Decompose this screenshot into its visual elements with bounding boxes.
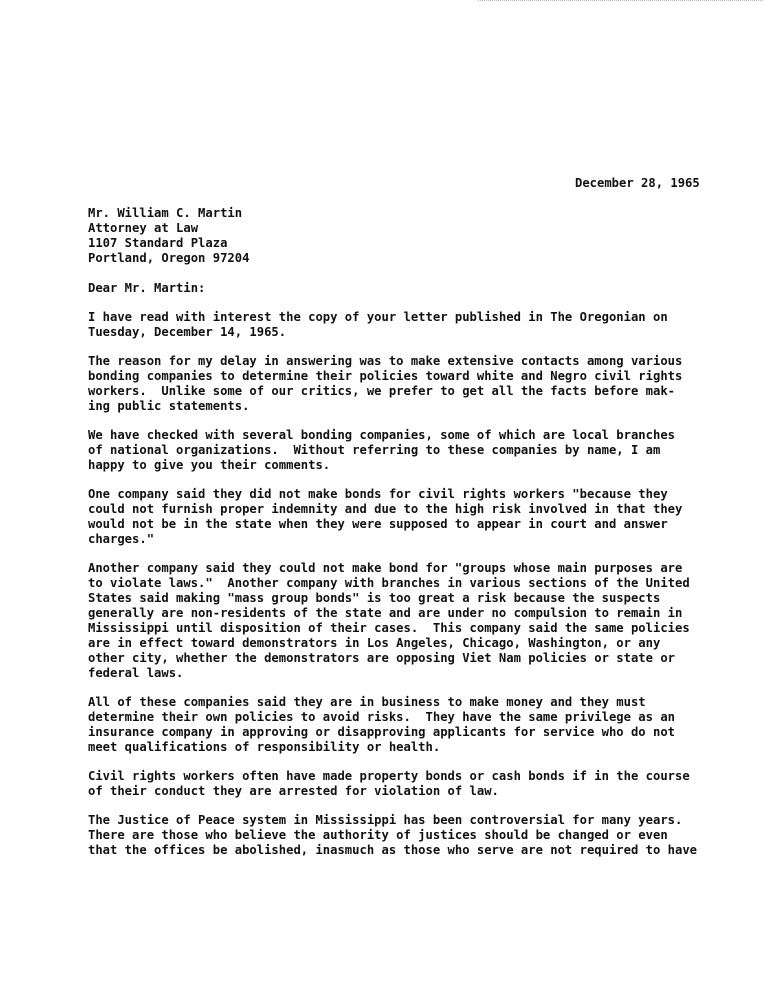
recipient-address-block	[88, 206, 249, 266]
paragraph-line: There are those who believe the authority of justices should be changed or even	[88, 828, 668, 842]
paragraph-line: could not furnish proper indemnity and due to the high risk involved in that they	[88, 502, 683, 516]
paragraph-line: would not be in the state when they were supposed to appear in court and answer	[88, 517, 668, 531]
paragraph-line: We have checked with several bonding companies, some of which are local branches	[88, 428, 675, 442]
paragraph-line: of national organizations. Without referring to these companies by name, I am	[88, 443, 661, 457]
recipient-street: 1107 Standard Plaza	[88, 236, 228, 250]
paragraph-line: Tuesday, December 14, 1965.	[88, 325, 287, 339]
paragraph-line: The Justice of Peace system in Mississippi has been controversial for many years.	[88, 813, 683, 827]
body-paragraph	[88, 813, 718, 858]
recipient-city: Portland, Oregon 97204	[88, 251, 250, 265]
paragraph-line: workers. Unlike some of our critics, we prefer to get all the facts before mak-	[88, 384, 675, 398]
letter-body	[88, 310, 718, 872]
paragraph-line: charges."	[88, 532, 155, 546]
paragraph-line: The reason for my delay in answering was to make extensive contacts among various	[88, 354, 683, 368]
paragraph-line: I have read with interest the copy of your letter published in The Oregonian on	[88, 310, 668, 324]
recipient-name: Mr. William C. Martin	[88, 206, 243, 220]
paragraph-line: One company said they did not make bonds for civil rights workers "because they	[88, 487, 668, 501]
body-paragraph	[88, 487, 718, 547]
paragraph-line: Another company said they could not make bond for "groups whose main purposes are	[88, 561, 683, 575]
paragraph-line: generally are non-residents of the state and are under no compulsion to remain in	[88, 606, 683, 620]
paragraph-line: that the offices be abolished, inasmuch as those who serve are not required to have	[88, 843, 698, 857]
paragraph-line: of their conduct they are arrested for violation of law.	[88, 784, 499, 798]
paragraph-line: insurance company in approving or disapproving applicants for service who do not	[88, 725, 675, 739]
body-paragraph	[88, 561, 718, 681]
paragraph-line: to violate laws." Another company with branches in various sections of the United	[88, 576, 690, 590]
letter-date: December 28, 1965	[575, 176, 700, 190]
paragraph-line: meet qualifications of responsibility or health.	[88, 740, 441, 754]
paragraph-line: federal laws.	[88, 666, 184, 680]
body-paragraph	[88, 310, 718, 340]
paragraph-line: are in effect toward demonstrators in Los Angeles, Chicago, Washington, or any	[88, 636, 661, 650]
body-paragraph	[88, 769, 718, 799]
body-paragraph	[88, 354, 718, 414]
recipient-title: Attorney at Law	[88, 221, 199, 235]
salutation: Dear Mr. Martin:	[88, 281, 206, 295]
top-edge-dotted-line	[478, 0, 763, 3]
body-paragraph	[88, 428, 718, 473]
paragraph-line: Civil rights workers often have made property bonds or cash bonds if in the course	[88, 769, 690, 783]
paragraph-line: All of these companies said they are in business to make money and they must	[88, 695, 646, 709]
paragraph-line: bonding companies to determine their policies toward white and Negro civil rights	[88, 369, 683, 383]
paragraph-line: ing public statements.	[88, 399, 250, 413]
paragraph-line: determine their own policies to avoid risks. They have the same privilege as an	[88, 710, 675, 724]
paragraph-line: happy to give you their comments.	[88, 458, 331, 472]
paragraph-line: Mississippi until disposition of their cases. This company said the same policies	[88, 621, 690, 635]
body-paragraph	[88, 695, 718, 755]
paragraph-line: States said making "mass group bonds" is too great a risk because the suspects	[88, 591, 661, 605]
paragraph-line: other city, whether the demonstrators are opposing Viet Nam policies or state or	[88, 651, 675, 665]
